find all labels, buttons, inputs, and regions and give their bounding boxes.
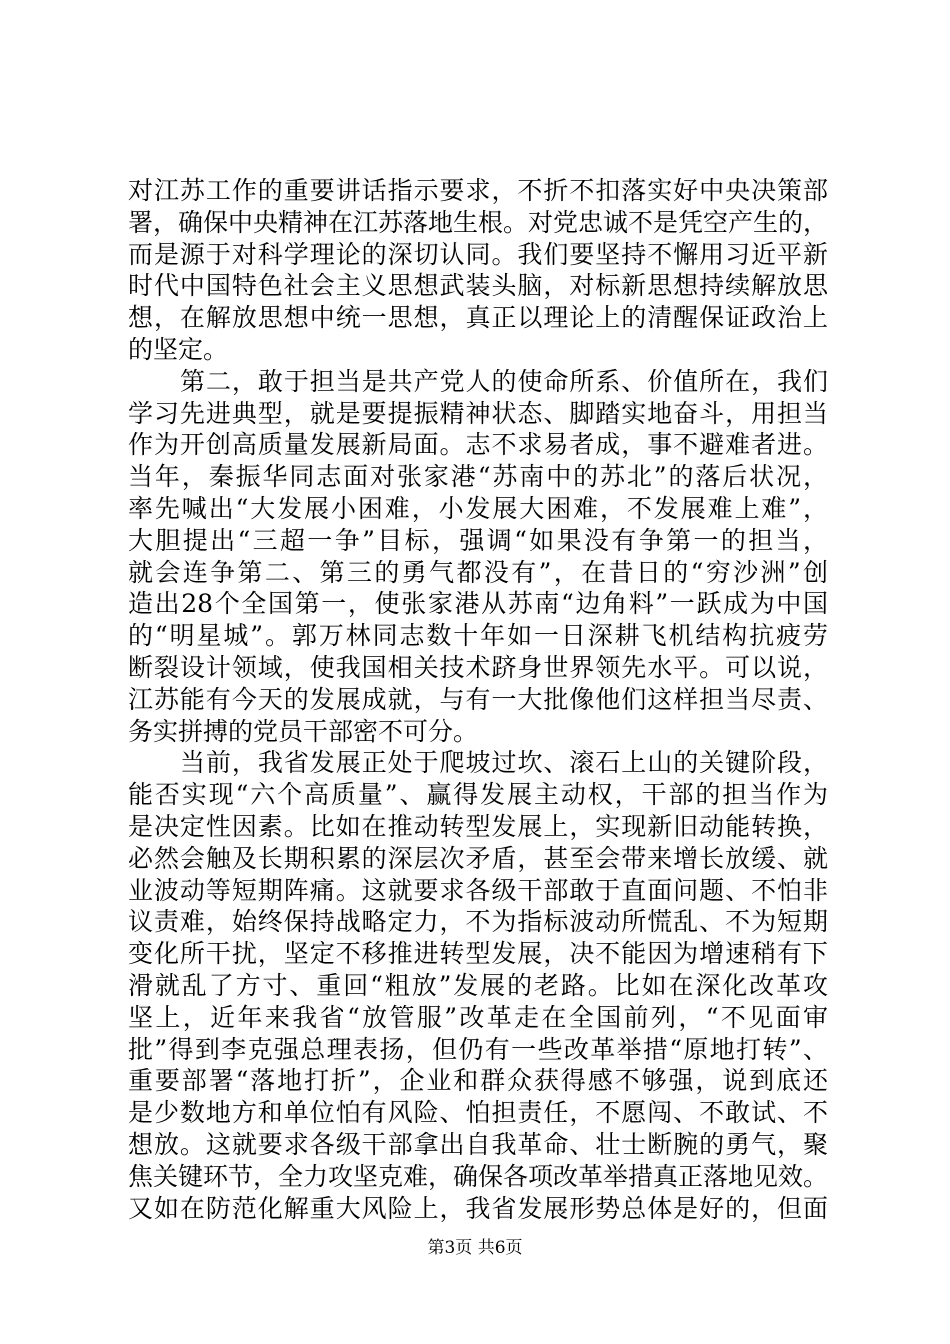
text-line: 当年，秦振华同志面对张家港“苏南中的苏北”的落后状况，: [128, 462, 828, 492]
page-footer: 第3页 共6页: [427, 1238, 523, 1258]
text-line: 对江苏工作的重要讲话指示要求，不折不扣落实好中央决策部: [128, 176, 828, 205]
text-line: 重要部署“落地打折”，企业和群众获得感不够强，说到底还: [128, 1066, 828, 1096]
text-line: 就会连争第二、第三的勇气都没有”，在昔日的“穷沙洲”创: [128, 557, 828, 587]
text-line: 议责难，始终保持战略定力，不为指标波动所慌乱、不为短期: [128, 907, 828, 937]
text-line: 是少数地方和单位怕有风险、怕担责任，不愿闯、不敢试、不: [128, 1098, 828, 1128]
text-line: 而是源于对科学理论的深切认同。我们要坚持不懈用习近平新: [128, 239, 828, 269]
text-line: 的“明星城”。郭万林同志数十年如一日深耕飞机结构抗疲劳: [128, 621, 828, 651]
text-line: 必然会触及长期积累的深层次矛盾，甚至会带来增长放缓、就: [128, 843, 828, 873]
text-line: 焦关键环节，全力攻坚克难，确保各项改革举措真正落地见效。: [128, 1161, 829, 1191]
text-line: 江苏能有今天的发展成就，与有一大批像他们这样担当尽责、: [128, 684, 828, 714]
text-line: 务实拼搏的党员干部密不可分。: [128, 716, 479, 746]
text-line: 滑就乱了方寸、重回“粗放”发展的老路。比如在深化改革攻: [128, 970, 828, 1000]
text-line: 能否实现“六个高质量”、赢得发展主动权，干部的担当作为: [128, 780, 828, 810]
text-line: 大胆提出“三超一争”目标，强调“如果没有争第一的担当，: [128, 525, 828, 555]
text-line: 第二，敢于担当是共产党人的使命所系、价值所在，我们: [180, 366, 828, 396]
text-line: 当前，我省发展正处于爬坡过坎、滚石上山的关键阶段，: [180, 748, 828, 778]
text-line: 学习先进典型，就是要提振精神状态、脚踏实地奋斗，用担当: [128, 398, 828, 428]
text-line: 坚上，近年来我省“放管服”改革走在全国前列，“不见面审: [128, 1002, 828, 1032]
text-line: 断裂设计领域，使我国相关技术跻身世界领先水平。可以说，: [128, 652, 828, 682]
text-line: 作为开创高质量发展新局面。志不求易者成，事不避难者进。: [128, 430, 828, 460]
text-line: 又如在防范化解重大风险上，我省发展形势总体是好的，但面: [128, 1193, 828, 1223]
body-text: [128, 175, 828, 1224]
text-line: 是决定性因素。比如在推动转型发展上，实现新旧动能转换，: [128, 811, 828, 841]
paragraph: [128, 366, 828, 748]
text-line: 想，在解放思想中统一思想，真正以理论上的清醒保证政治上: [128, 303, 828, 333]
text-line: 变化所干扰，坚定不移推进转型发展，决不能因为增速稍有下: [128, 939, 828, 969]
text-line: 署，确保中央精神在江苏落地生根。对党忠诚不是凭空产生的，: [128, 207, 829, 237]
text-line: 批”得到李克强总理表扬，但仍有一些改革举措“原地打转”、: [128, 1034, 828, 1064]
text-line: 的坚定。: [128, 334, 229, 364]
text-line: 业波动等短期阵痛。这就要求各级干部敢于直面问题、不怕非: [128, 875, 828, 905]
paragraph: [128, 175, 828, 366]
text-line: 时代中国特色社会主义思想武装头脑，对标新思想持续解放思: [128, 271, 828, 301]
text-line: 造出28个全国第一，使张家港从苏南“边角料”一跃成为中国: [128, 589, 828, 619]
text-line: 想放。这就要求各级干部拿出自我革命、壮士断腕的勇气，聚: [128, 1129, 828, 1159]
text-line: 率先喊出“大发展小困难，小发展大困难，不发展难上难”，: [128, 493, 828, 523]
paragraph: [128, 747, 828, 1224]
